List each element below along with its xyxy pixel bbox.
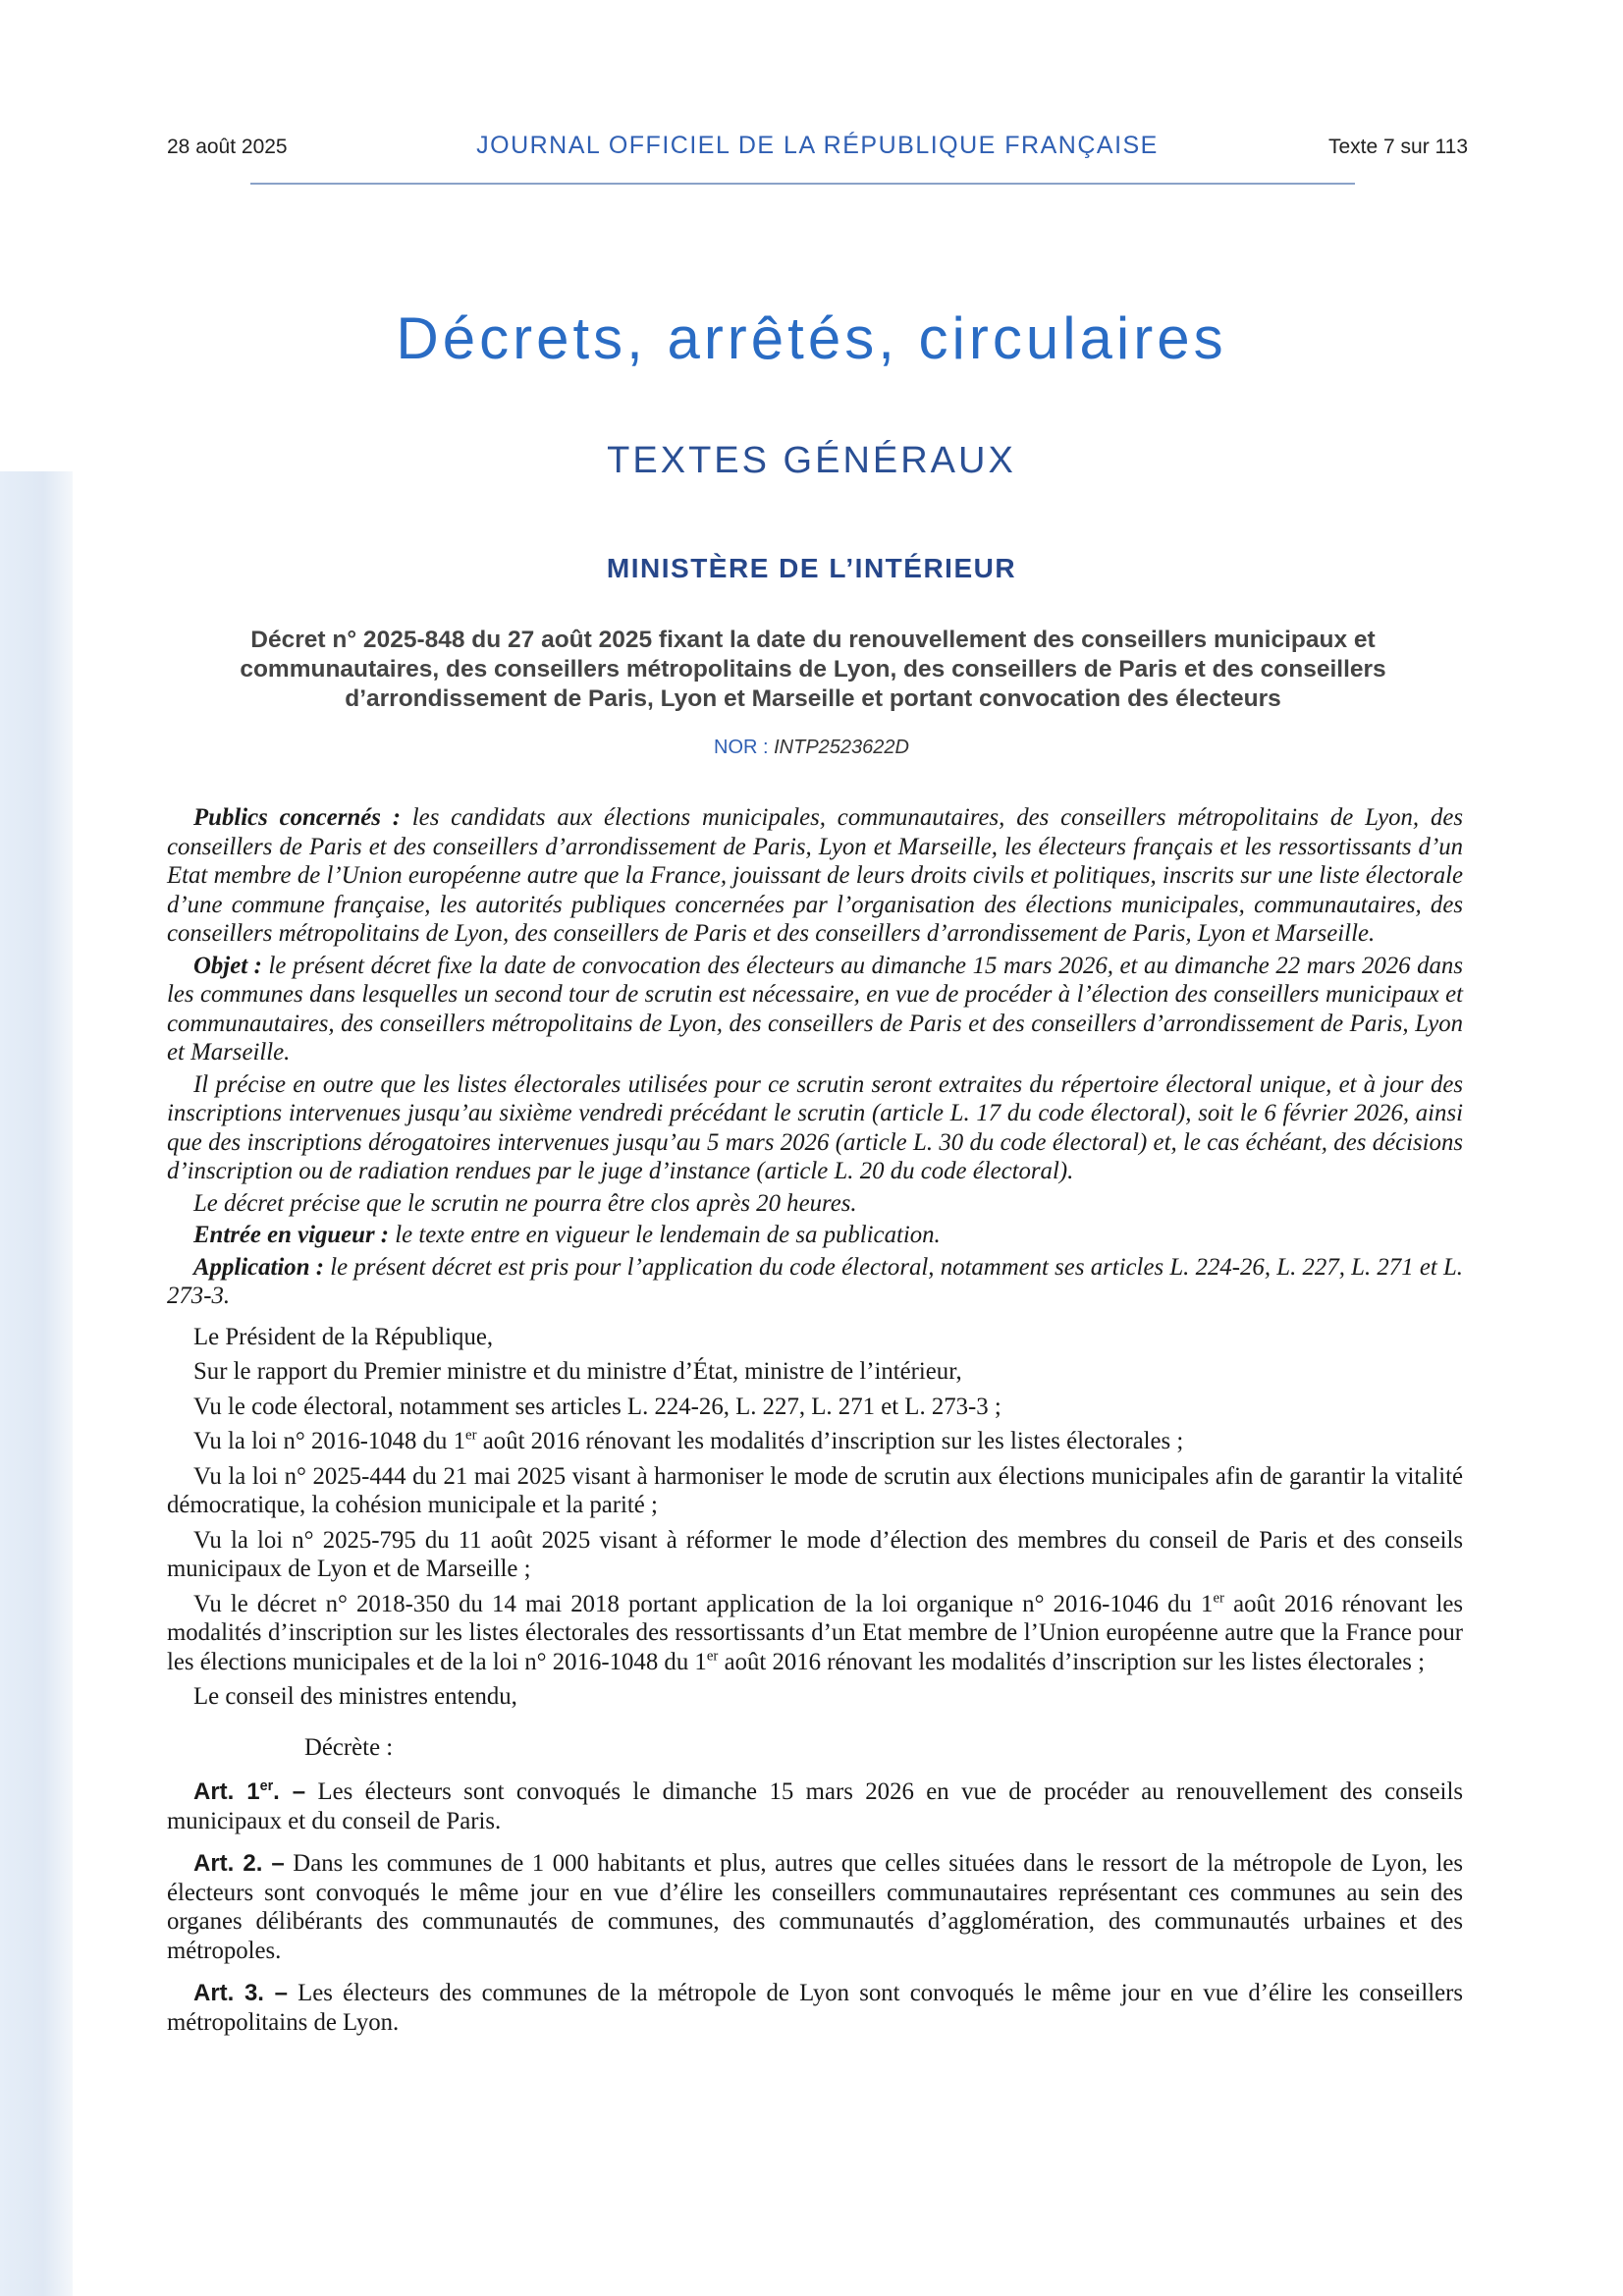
journal-title: JOURNAL OFFICIEL DE LA RÉPUBLIQUE FRANÇAISE xyxy=(476,132,1159,159)
nor-reference xyxy=(0,737,1623,759)
preamble-vu-decret: Vu le décret n° 2018-350 du 14 mai 2018 portant application de la loi organique n° 2016-1046 du 1er août 2016 rénovant les modalités d’inscription sur les listes électorales des ressortissants d’un Etat membre de l’Union européenne autre que la France pour les élections municipales et de la loi n° 2016-1048 du 1er août 2016 rénovant les modalités d’inscription sur les listes électorales ; xyxy=(167,1590,1463,1675)
article-label: Art. 2. – xyxy=(193,1850,285,1877)
preamble-vu-code: Vu le code électoral, notamment ses articles L. 224-26, L. 227, L. 271 et L. 273-3 ; xyxy=(193,1393,1001,1420)
header-divider xyxy=(250,183,1355,185)
summary-scrutin: Le décret précise que le scrutin ne pourra être clos après 20 heures. xyxy=(193,1189,857,1217)
decree-title: Décret n° 2025-848 du 27 août 2025 fixant la date du renouvellement des conseillers municipaux et communautaires, des conseillers métropolitains de Lyon, des conseillers de Paris et des conseillers d’arrondissement de Paris, Lyon et Marseille et portant convocation des électeurs xyxy=(240,627,1386,712)
decrete-formula: Décrète : xyxy=(304,1733,394,1761)
preamble-conseil: Le conseil des ministres entendu, xyxy=(193,1683,517,1710)
preamble-vu-loi-2016: Vu la loi n° 2016-1048 du 1er août 2016 rénovant les modalités d’inscription sur les listes électorales ; xyxy=(193,1427,1184,1454)
article-label: Art. 1er. – xyxy=(193,1778,306,1805)
section-title: Décrets, arrêtés, circulaires xyxy=(396,305,1227,371)
summary-application: Application : le présent décret est pris pour l’application du code électoral, notamment ses articles L. 224-26, L. 227, L. 271 et L. 273-3. xyxy=(167,1253,1463,1309)
preamble-president: Le Président de la République, xyxy=(193,1323,494,1350)
summary-label: Application : xyxy=(193,1253,324,1281)
summary-label: Entrée en vigueur : xyxy=(193,1222,390,1248)
preamble-vu-loi-795: Vu la loi n° 2025-795 du 11 août 2025 visant à réformer le mode d’élection des membres du conseil de Paris et des conseils municipaux de Lyon et de Marseille ; xyxy=(167,1526,1463,1582)
preamble-rapport: Sur le rapport du Premier ministre et du ministre d’État, ministre de l’intérieur, xyxy=(193,1358,962,1385)
summary-publics: Publics concernés : les candidats aux élections municipales, communautaires, des conseillers métropolitains de Lyon, des conseillers de Paris et des conseillers d’arrondissement de Paris, Lyon et Marseille, les électeurs français et les ressortissants d’un Etat membre de l’Union européenne autre que la France, jouissant de leurs droits civils et politiques, inscrits sur une liste électorale d’une commune française, les autorités publiques concernées par l’organisation des élections municipales, communautaires, des conseillers métropolitains de Lyon, des conseillers de Paris et des conseillers d’arrondissement de Paris, Lyon et Marseille. xyxy=(167,804,1463,947)
publication-date: 28 août 2025 xyxy=(167,136,288,158)
nor-label: NOR : xyxy=(714,737,769,758)
summary-label: Publics concernés : xyxy=(193,804,401,831)
text-number: Texte 7 sur 113 xyxy=(1327,136,1468,158)
article-3: Art. 3. – Les électeurs des communes de la métropole de Lyon sont convoqués le même jour en vue d’élire les conseillers métropolitains de Lyon. xyxy=(167,1980,1464,2036)
document-body xyxy=(167,803,1463,2050)
article-1: Art. 1er. – Les électeurs sont convoqués le dimanche 15 mars 2026 en vue de procéder au renouvellement des conseils municipaux et du conseil de Paris. xyxy=(167,1778,1463,1834)
subsection-title: TEXTES GÉNÉRAUX xyxy=(607,440,1016,481)
decree-articles xyxy=(167,1777,1463,2037)
article-2: Art. 2. – Dans les communes de 1 000 habitants et plus, autres que celles situées dans le ressort de la métropole de Lyon, les électeurs sont convoqués le même jour en vue d’élire les conseillers communautaires représentant ces communes au sein des organes délibérants des communautés de communes, des communautés d’agglomération, des communautés urbaines et des métropoles. xyxy=(167,1850,1464,1964)
summary-label: Objet : xyxy=(193,952,262,979)
preamble-vu-loi-444: Vu la loi n° 2025-444 du 21 mai 2025 visant à harmoniser le mode de scrutin aux élections municipales afin de garantir la vitalité démocratique, la cohésion municipale et la parité ; xyxy=(167,1462,1463,1518)
page-header xyxy=(167,132,1468,171)
summary-precise: Il précise en outre que les listes électorales utilisées pour ce scrutin seront extraites du répertoire électoral unique, et à jour des inscriptions intervenues jusqu’au sixième vendredi précédant le scrutin (article L. 17 du code électoral), soit le 6 février 2026, ainsi que des inscriptions dérogatoires intervenues jusqu’au 5 mars 2026 (article L. 30 du code électoral) et, le cas échéant, des décisions d’inscription ou de radiation rendues par le juge d’instance (article L. 20 du code électoral). xyxy=(167,1070,1463,1184)
ministry-name: MINISTÈRE DE L’INTÉRIEUR xyxy=(606,553,1017,583)
article-label: Art. 3. – xyxy=(193,1980,288,2006)
decree-summary xyxy=(167,803,1463,1311)
decree-preamble xyxy=(167,1323,1463,1763)
summary-entree: Entrée en vigueur : le texte entre en vigueur le lendemain de sa publication. xyxy=(193,1222,941,1248)
summary-objet: Objet : le présent décret fixe la date de convocation des électeurs au dimanche 15 mars 2026, et au dimanche 22 mars 2026 dans les communes dans lesquelles un second tour de scrutin est nécessaire, en vue de procéder à l’élection des conseillers municipaux et communautaires, des conseillers métropolitains de Lyon, des conseillers de Paris et des conseillers d’arrondissement de Paris, Lyon et Marseille. xyxy=(167,952,1463,1066)
nor-code: INTP2523622D xyxy=(774,737,909,758)
